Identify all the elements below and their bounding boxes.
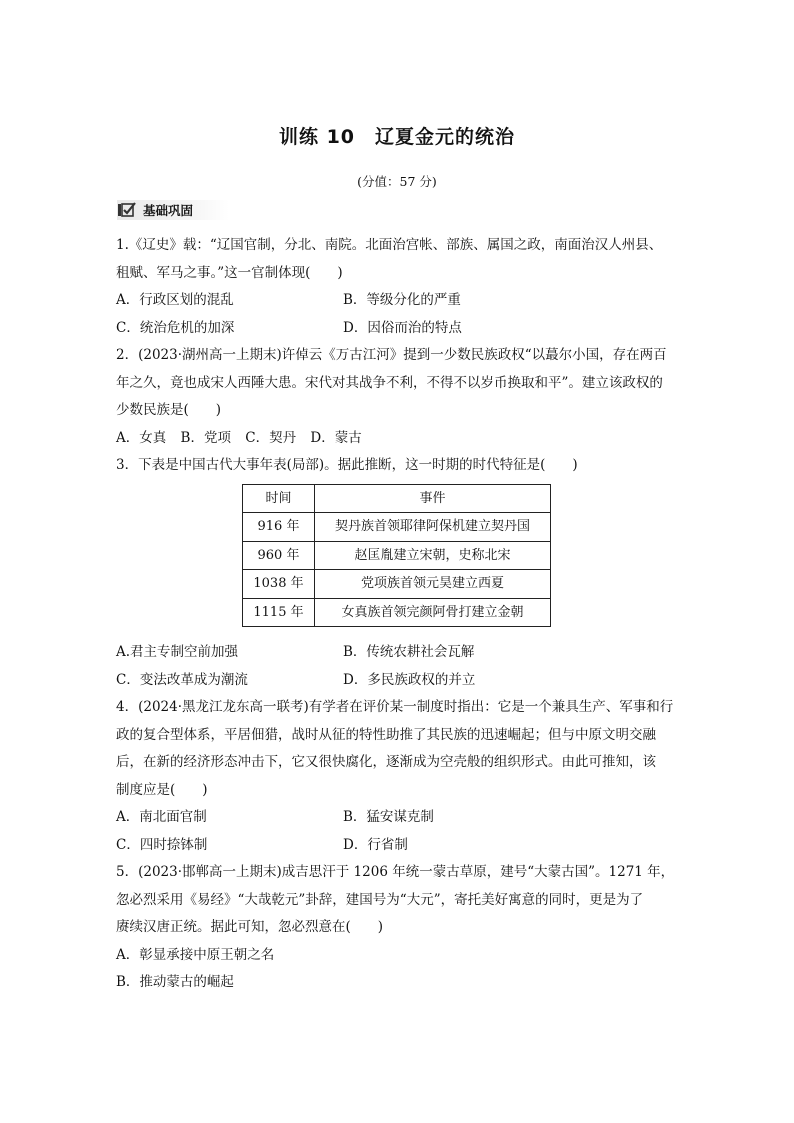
option-a[interactable]: A．女真 xyxy=(116,429,167,446)
option-a[interactable]: A.君主专制空前加强 xyxy=(116,644,239,660)
question-stem-line: 3．下表是中国古代大事年表(局部)。据此推断，这一时期的时代特征是( ) xyxy=(116,457,578,473)
table-cell-year: 1115 年 xyxy=(243,598,315,627)
table-header-time: 时间 xyxy=(243,484,315,513)
option-row xyxy=(116,287,684,315)
option-b[interactable]: B．党项 xyxy=(180,429,231,446)
page-title: 训练 10 辽夏金元的统治 xyxy=(278,126,516,148)
question-stem-line: 制度应是( ) xyxy=(116,781,208,798)
question-3 xyxy=(116,452,684,694)
question-stem-line: 忽必烈采用《易经》“大哉乾元”卦辞，建国号为“大元”，寄托美好寓意的同时，更是为了 xyxy=(116,891,644,908)
table-row xyxy=(243,513,551,542)
option-a[interactable]: A．行政区划的混乱 xyxy=(116,292,234,308)
option-c[interactable]: C．统治危机的加深 xyxy=(116,319,235,336)
question-stem-line: 租赋、军马之事。”这一官制体现( ) xyxy=(116,264,343,281)
option-c[interactable]: C．契丹 xyxy=(245,429,297,446)
table-cell-year: 1038 年 xyxy=(243,570,315,599)
option-row xyxy=(116,832,684,860)
question-1 xyxy=(116,232,684,342)
table-row xyxy=(243,598,551,627)
option-d[interactable]: D．蒙古 xyxy=(310,429,362,446)
question-stem-line: 1.《辽史》载：“辽国官制，分北、南院。北面治宫帐、部族、属国之政，南面治汉人州县、 xyxy=(116,237,663,253)
table-cell-event: 赵匡胤建立宋朝，史称北宋 xyxy=(315,541,551,570)
option-b[interactable]: B．推动蒙古的崛起 xyxy=(116,974,234,990)
events-table xyxy=(242,484,551,628)
question-stem-line: 2．(2023·湖州高一上期末)许倬云《万古江河》提到一少数民族政权“以蕞尔小国，存在两百 xyxy=(116,347,667,363)
option-row xyxy=(116,639,684,667)
option-d[interactable]: D．多民族政权的并立 xyxy=(343,671,476,688)
question-stem-line: 赓续汉唐正统。据此可知，忽必烈意在( ) xyxy=(116,919,384,935)
option-row xyxy=(116,315,684,343)
option-d[interactable]: D．因俗而治的特点 xyxy=(343,319,462,336)
section-header xyxy=(117,200,229,220)
table-header-row xyxy=(243,484,551,513)
question-list xyxy=(116,232,684,997)
option-a[interactable]: A．彰显承接中原王朝之名 xyxy=(116,946,275,963)
option-b[interactable]: B．猛安谋克制 xyxy=(343,809,434,825)
table-header-event: 事件 xyxy=(315,484,551,513)
table-cell-event: 女真族首领完颜阿骨打建立金朝 xyxy=(315,598,551,627)
question-stem-line: 少数民族是( ) xyxy=(116,402,222,418)
question-stem-line: 4．(2024·黑龙江龙东高一联考)有学者在评价某一制度时指出：它是一个兼具生产、军事和行 xyxy=(116,699,674,715)
option-a[interactable]: A．南北面官制 xyxy=(116,809,207,825)
option-c[interactable]: C．四时捺钵制 xyxy=(116,836,208,853)
option-d[interactable]: D．行省制 xyxy=(343,836,408,853)
question-stem-line: 后，在新的经济形态冲击下，它又很快腐化，逐渐成为空壳般的组织形式。由此可推知，该 xyxy=(116,754,656,770)
table-cell-event: 契丹族首领耶律阿保机建立契丹国 xyxy=(315,513,551,542)
option-c[interactable]: C．变法改革成为潮流 xyxy=(116,671,248,688)
table-row xyxy=(243,570,551,599)
table-cell-year: 916 年 xyxy=(243,513,315,542)
question-stem-line: 政的复合型体系，平居佃猎，战时从征的特性助推了其民族的迅速崛起；但与中原文明交融 xyxy=(116,726,656,743)
option-row xyxy=(116,667,684,695)
score-note: (分值：57 分) xyxy=(357,174,437,189)
section-label: 基础巩固 xyxy=(143,203,194,218)
question-stem-line: 年之久，竟也成宋人西陲大患。宋代对其战争不利，不得不以岁币换取和平”。建立该政权的 xyxy=(116,374,663,391)
table-cell-year: 960 年 xyxy=(243,541,315,570)
question-2 xyxy=(116,342,684,452)
option-b[interactable]: B．传统农耕社会瓦解 xyxy=(343,644,475,660)
question-5 xyxy=(116,859,684,997)
option-row xyxy=(116,804,684,832)
question-4 xyxy=(116,694,684,859)
checklist-icon xyxy=(117,201,137,219)
question-stem-line: 5．(2023·邯郸高一上期末)成吉思汗于 1206 年统一蒙古草原，建号“大蒙古国”。1271 年， xyxy=(116,864,675,880)
table-cell-event: 党项族首领元昊建立西夏 xyxy=(315,570,551,599)
option-row xyxy=(116,425,684,453)
table-row xyxy=(243,541,551,570)
option-b[interactable]: B．等级分化的严重 xyxy=(343,292,461,308)
